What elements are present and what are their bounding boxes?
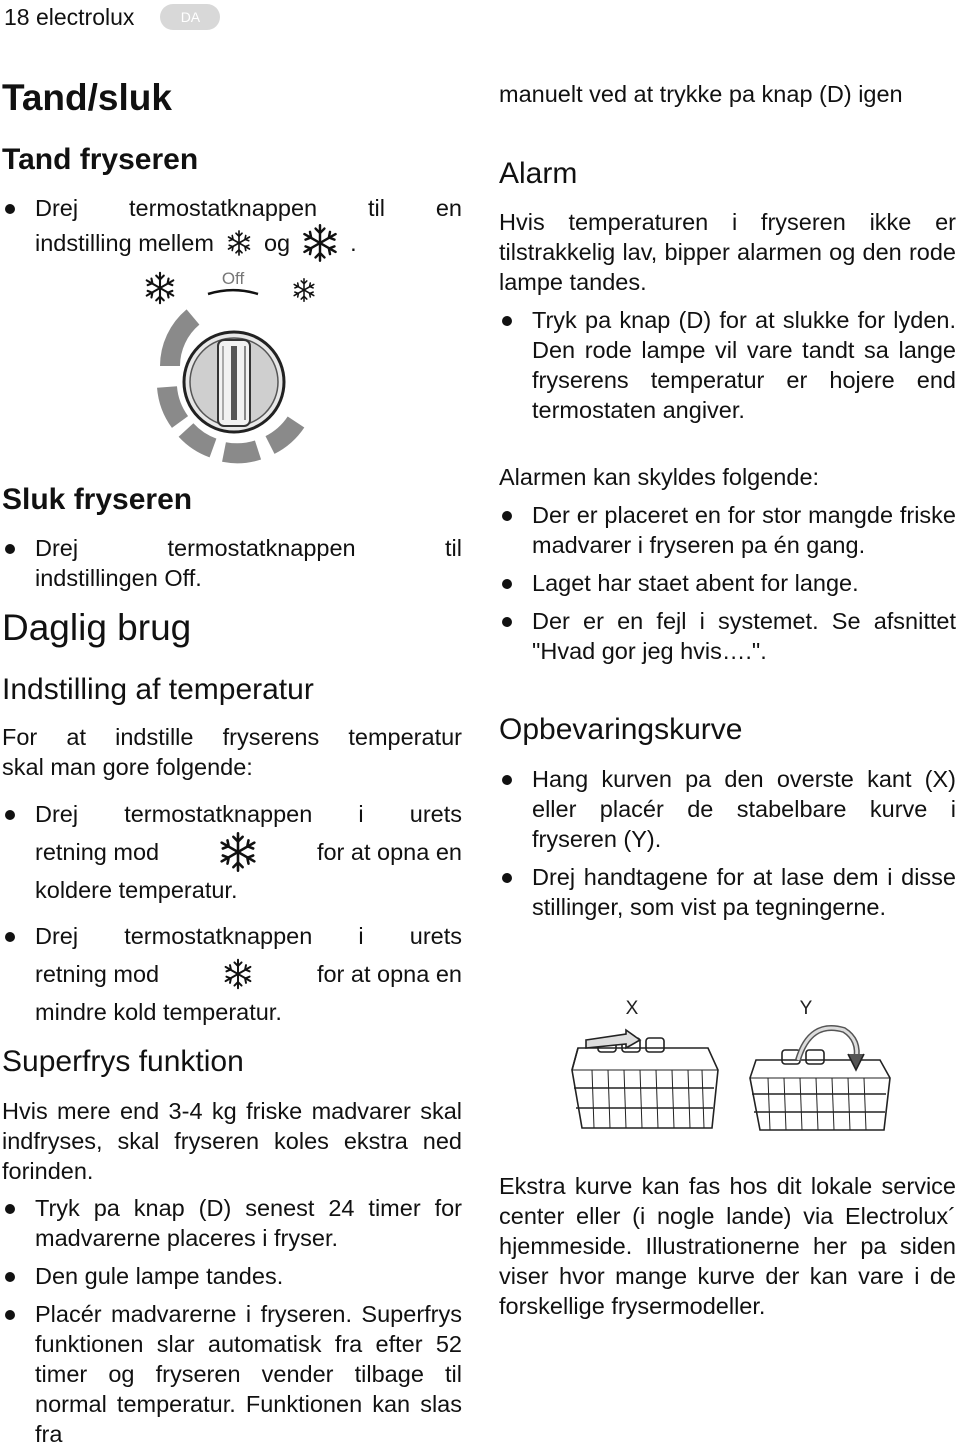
list-item: [2, 921, 462, 1027]
label-y: Y: [799, 998, 813, 1019]
list-kurve: [499, 764, 956, 922]
heading-sluk-fryseren: Sluk fryseren: [2, 483, 193, 516]
snowflake-small-icon: [294, 279, 314, 301]
bullet-text: for at opna en: [316, 961, 462, 987]
list-alarm: [499, 305, 956, 425]
list-item: Tryk pa knap (D) senest 24 timer for madvarerne placeres i fryser.: [2, 1193, 462, 1253]
language-badge: DA: [160, 4, 220, 30]
list-item: Laget har staet abent for lange.: [499, 568, 956, 598]
list-item: Placér madvarerne i fryseren. Superfrys funktionen slar automatisk fra efter 52 timer og fryseren vender tilbage til normal temperatur. Funktionen kan slas fra: [2, 1299, 462, 1449]
snowflake-large-icon: [217, 830, 259, 874]
heading-opbevaringskurve: Opbevaringskurve: [499, 713, 743, 746]
bullet-text: indstilling mellem: [35, 230, 214, 256]
list-tand-fryseren: [2, 193, 462, 263]
list-alarm-causes: [499, 500, 956, 666]
bullet-text: koldere temperatur.: [35, 877, 238, 903]
page-header: [4, 2, 220, 32]
list-indstilling: [2, 799, 462, 1027]
bullet-text: .: [350, 230, 357, 256]
snowflake-small-icon: [222, 958, 254, 990]
heading-daglig-brug: Daglig brug: [2, 607, 192, 648]
paragraph-indstilling: [2, 722, 462, 782]
bullet-text: retning mod: [35, 839, 160, 865]
list-item: Tryk pa knap (D) for at slukke for lyden. Den rode lampe vil vare tandt sa lange fryserens temperatur er hojere end termostaten angiver.: [499, 305, 956, 425]
bullet-text: indstillingen Off.: [35, 565, 202, 591]
bullet-text: retning mod: [35, 961, 160, 987]
heading-tand-sluk: Tand/sluk: [2, 77, 172, 118]
snowflake-small-icon: [224, 226, 254, 260]
paragraph-superfrys: Hvis mere end 3-4 kg friske madvarer skal indfryses, skal fryseren koles ekstra ned forinden.: [2, 1098, 462, 1184]
paragraph-line: skal man gore folgende:: [2, 754, 253, 780]
paragraph-continuation: manuelt ved at trykke pa knap (D) igen: [499, 81, 903, 107]
list-item: [2, 193, 462, 263]
list-superfrys: [2, 1193, 462, 1449]
paragraph-alarm: Hvis temperaturen i fryseren ikke er tilstrakkelig lav, bipper alarmen og den rode lampe tandes.: [499, 209, 956, 295]
list-item: Der er en fejl i systemet. Se afsnittet "Hvad gor jeg hvis….".: [499, 606, 956, 666]
bullet-text: Drej termostatknappen til en: [35, 195, 462, 221]
page-number: 18 electrolux: [4, 3, 135, 30]
list-item: Der er placeret en for stor mangde friske madvarer i fryseren pa én gang.: [499, 500, 956, 560]
paragraph-alarm-causes: Alarmen kan skyldes folgende:: [499, 464, 820, 490]
bullet-text: for at opna en: [316, 839, 462, 865]
bullet-text: Drej termostatknappen i urets: [35, 923, 462, 949]
paragraph-ekstra-kurve: Ekstra kurve kan fas hos dit lokale service center eller (i nogle lande) via Electrolux´ hjemmeside. Illustrationerne her pa siden viser hvor mange kurve der kan vare i de forskellige frysermodeller.: [499, 1173, 956, 1319]
list-item: [2, 799, 462, 905]
paragraph-line: For at indstille fryserens temperatur: [2, 724, 462, 750]
list-sluk-fryseren: [2, 533, 462, 593]
list-item: Den gule lampe tandes.: [2, 1261, 462, 1291]
heading-indstilling: Indstilling af temperatur: [2, 673, 314, 706]
thermostat-dial-illustration: [130, 262, 350, 472]
list-item: [2, 533, 462, 593]
basket-illustration: [560, 990, 900, 1140]
bullet-text: Drej termostatknappen til: [35, 535, 462, 561]
list-item: Hang kurven pa den overste kant (X) eller placér de stabelbare kurve i fryseren (Y).: [499, 764, 956, 854]
list-item: Drej handtagene for at lase dem i disse stillinger, som vist pa tegningerne.: [499, 862, 956, 922]
heading-alarm: Alarm: [499, 157, 578, 190]
snowflake-large-icon: [147, 273, 174, 303]
bullet-text: og: [263, 230, 291, 256]
snowflake-large-icon: [300, 223, 340, 263]
bullet-text: Drej termostatknappen i urets: [35, 801, 462, 827]
dial-off-label: Off: [221, 269, 245, 288]
heading-superfrys: Superfrys funktion: [2, 1045, 244, 1078]
bullet-text: mindre kold temperatur.: [35, 999, 282, 1025]
heading-tand-fryseren: Tand fryseren: [2, 143, 199, 176]
label-x: X: [625, 998, 639, 1019]
